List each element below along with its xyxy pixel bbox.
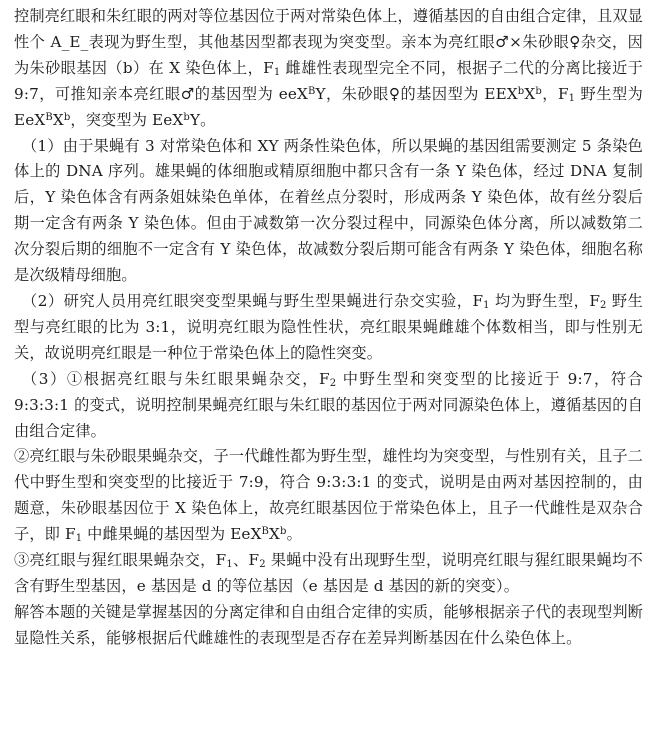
superscript: B bbox=[307, 85, 316, 97]
subscript: 2 bbox=[329, 377, 337, 389]
text-run: （3）①根据亮红眼与朱红眼果蝇杂交，F bbox=[22, 369, 330, 388]
subscript: 1 bbox=[226, 559, 233, 571]
superscript: b bbox=[535, 85, 542, 97]
text-run: X bbox=[269, 525, 281, 544]
text-run: Y。 bbox=[189, 110, 216, 129]
part-2-paragraph bbox=[14, 289, 643, 367]
text-run: ③亮红眼与猩红眼果蝇杂交，F bbox=[14, 551, 227, 570]
text-run: 野生型为 EeX bbox=[14, 84, 644, 129]
text-run: 果蝇中没有出现野生型，说明亮红眼与猩红眼果蝇均不含有野生型基因，e 基因是 d 的等位基因（e 基因是 d 基因的新的突变）。 bbox=[14, 551, 644, 595]
text-run: 解答本题的关键是掌握基因的分离定律和自由组合定律的实质，能够根据亲子代的表现型判断显隐性关系，能够根据后代雌雄性的表现型是否存在差异判断基因在什么染色体上。 bbox=[14, 602, 643, 647]
subscript: 1 bbox=[568, 92, 576, 104]
part-1-paragraph bbox=[14, 134, 643, 289]
part-3-item-1-paragraph bbox=[14, 367, 643, 445]
text-run: 中野生型和突变型的比接近于 9:7，符合 9:3:3:1 的变式，说明控制果蝇亮红眼与朱红眼的基因位于两对同源染色体上，遵循基因的自由组合定律。 bbox=[14, 369, 643, 440]
subscript: 2 bbox=[259, 559, 266, 571]
text-run: X bbox=[52, 110, 64, 129]
superscript: B bbox=[45, 111, 53, 123]
text-run: 控制亮红眼和朱红眼的两对等位基因位于两对常染色体上，遵循基因的自由组合定律，且双显性个 A_E_表现为野生型，其他基因型都表现为突变型。亲本为亮红眼♂×朱砂眼♀杂交，因为朱砂眼基因（b）在 X 染色体上，F bbox=[14, 7, 643, 77]
part-3-item-3-paragraph bbox=[14, 548, 643, 600]
subscript: 1 bbox=[75, 533, 83, 545]
text-run: 雌雄性表现型完全不同，根据子二代的分离比接近于 9:7，可推知亲本亮红眼♂的基因型为 eeX bbox=[14, 58, 643, 103]
superscript: B bbox=[261, 526, 270, 538]
text-run: 均为野生型，F bbox=[489, 291, 601, 310]
superscript: b bbox=[517, 85, 525, 97]
text-run: 野生型与亮红眼的比为 3:1，说明亮红眼为隐性性状，亮红眼果蝇雌雄个体数相当，即与性别无关，故说明亮红眼是一种位于常染色体上的隐性突变。 bbox=[14, 291, 643, 362]
summary-paragraph bbox=[14, 600, 643, 652]
text-run: 、F bbox=[232, 551, 260, 570]
subscript: 2 bbox=[600, 299, 607, 311]
text-run: Y，朱砂眼♀的基因型为 EEX bbox=[315, 84, 518, 103]
subscript: 1 bbox=[483, 299, 490, 311]
text-run: （2）研究人员用亮红眼突变型果蝇与野生型果蝇进行杂交实验，F bbox=[22, 291, 484, 310]
intro-paragraph bbox=[14, 4, 643, 134]
text-run: 。 bbox=[286, 525, 302, 544]
superscript: b bbox=[63, 111, 71, 123]
text-run: 中雌果蝇的基因型为 EeX bbox=[82, 525, 262, 544]
text-run: ，F bbox=[541, 84, 569, 103]
subscript: 1 bbox=[273, 66, 281, 78]
text-run: X bbox=[524, 84, 536, 103]
superscript: b bbox=[183, 111, 190, 123]
text-run: （1）由于果蝇有 3 对常染色体和 XY 两条性染色体，所以果蝇的基因组需要测定 5 条染色体上的 DNA 序列。雄果蝇的体细胞或精原细胞中都只含有一条 Y 染色体，经过 DNA 复制后，Y 染色体含有两条姐妹染色单体，在着丝点分裂时，形成两条 Y 染色体，故有丝分裂后期一定含有两条 Y 染色体。但由于减数第一次分裂过程中，同源染色体分离，所以减数第二次分裂后期的细胞不一定含有 Y 染色体，故减数分裂后期可能含有两条 Y 染色体，细胞名称是次级精母细胞。 bbox=[14, 136, 643, 285]
superscript: b bbox=[280, 526, 287, 538]
text-run: ，突变型为 EeX bbox=[70, 110, 184, 129]
text-run: ②亮红眼与朱砂眼果蝇杂交，子一代雌性都为野生型，雄性均为突变型，与性别有关，且子二代中野生型和突变型的比接近于 7:9，符合 9:3:3:1 的变式，说明是由两对基因控制的，由题意，朱砂眼基因位于 X 染色体上，故亮红眼基因位于常染色体上，且子一代雌性是双杂合子，即 F bbox=[14, 447, 643, 544]
part-3-item-2-paragraph bbox=[14, 444, 643, 548]
